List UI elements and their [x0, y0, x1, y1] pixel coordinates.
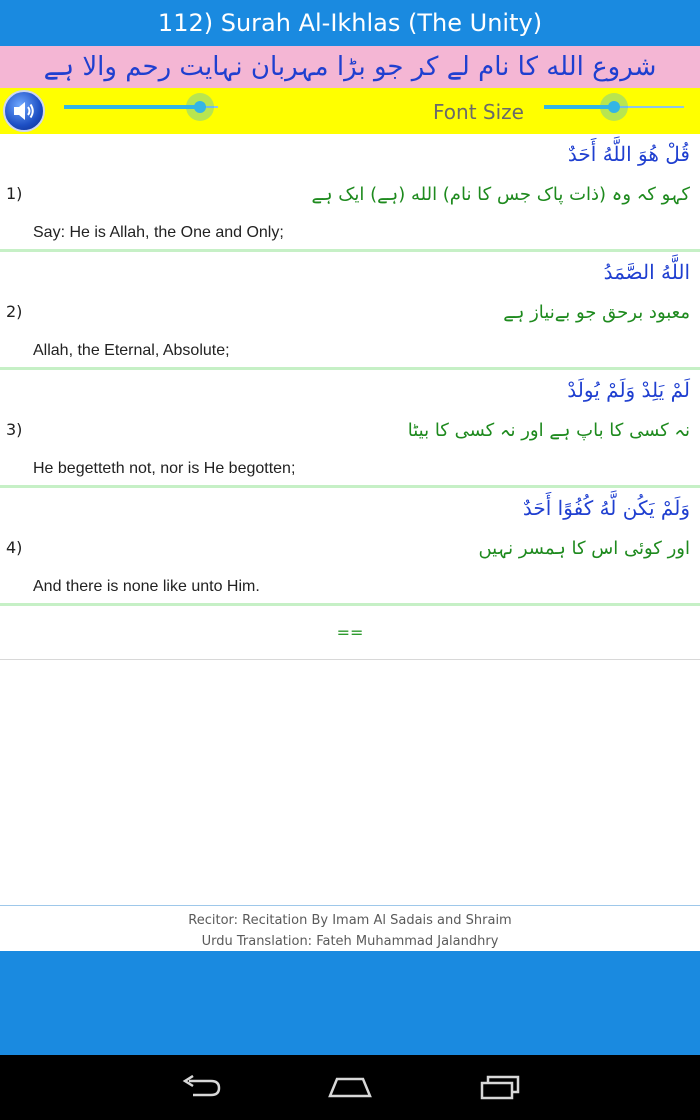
verse-number: 1) [6, 184, 23, 203]
verse-urdu-translation: کہو کہ وہ (ذات پاک جس کا نام) الله (ہے) ایک ہے [311, 184, 690, 205]
verse-english-translation: Allah, the Eternal, Absolute; [33, 342, 230, 359]
verse-item[interactable] [0, 370, 700, 488]
back-icon [179, 1075, 223, 1099]
translation-credit: Urdu Translation: Fateh Muhammad Jalandhry [201, 934, 499, 949]
verse-arabic: قُلْ هُوَ اللَّهُ أَحَدٌ [567, 142, 690, 166]
audio-slider-thumb[interactable] [194, 101, 206, 113]
back-button[interactable] [171, 1069, 231, 1105]
surah-title-bar [0, 0, 700, 46]
reciter-credit: Recitor: Recitation By Imam Al Sadais and Shraim [188, 913, 512, 928]
surah-title: 112) Surah Al-Ikhlas (The Unity) [157, 9, 543, 37]
verse-item[interactable] [0, 134, 700, 252]
verse-urdu-translation: اور کوئی اس کا ہمسر نہیں [478, 538, 690, 559]
controls-bar [0, 88, 700, 134]
verse-number: 4) [6, 538, 23, 557]
verse-english-translation: And there is none like unto Him. [33, 578, 260, 595]
verse-list [0, 134, 700, 660]
font-slider-thumb[interactable] [608, 101, 620, 113]
verse-english-translation: Say: He is Allah, the One and Only; [33, 224, 284, 241]
verse-arabic: لَمْ يَلِدْ وَلَمْ يُولَدْ [567, 378, 690, 402]
recents-icon [479, 1074, 521, 1100]
end-marker-row [0, 606, 700, 660]
verse-urdu-translation: معبود برحق جو بےنیاز ہے [503, 302, 690, 323]
font-size-slider[interactable] [544, 92, 684, 122]
recents-button[interactable] [470, 1069, 530, 1105]
bismillah-banner [0, 46, 700, 88]
audio-progress-slider[interactable] [64, 92, 218, 122]
verse-urdu-translation: نہ کسی کا باپ ہے اور نہ کسی کا بیٹا [407, 420, 690, 441]
credits-footer [0, 905, 700, 951]
end-marker: == [336, 623, 364, 642]
verse-arabic: وَلَمْ يَكُن لَّهُ كُفُوًا أَحَدٌ [522, 496, 690, 520]
verse-english-translation: He begetteth not, nor is He begotten; [33, 460, 296, 477]
bottom-panel [0, 951, 700, 1055]
font-size-label: Font Size [433, 100, 524, 124]
verse-arabic: اللَّهُ الصَّمَدُ [603, 260, 690, 284]
verse-item[interactable] [0, 488, 700, 606]
verse-number: 2) [6, 302, 23, 321]
speaker-button[interactable] [3, 90, 45, 132]
home-button[interactable] [320, 1069, 380, 1105]
verse-number: 3) [6, 420, 23, 439]
verse-item[interactable] [0, 252, 700, 370]
speaker-icon [11, 99, 37, 123]
system-navigation-bar [0, 1055, 700, 1120]
bismillah-text: شروع الله کا نام لے کر جو بڑا مہربان نہایت رحم والا ہے [43, 52, 657, 82]
home-icon [327, 1075, 373, 1099]
audio-slider-fill [64, 105, 200, 109]
